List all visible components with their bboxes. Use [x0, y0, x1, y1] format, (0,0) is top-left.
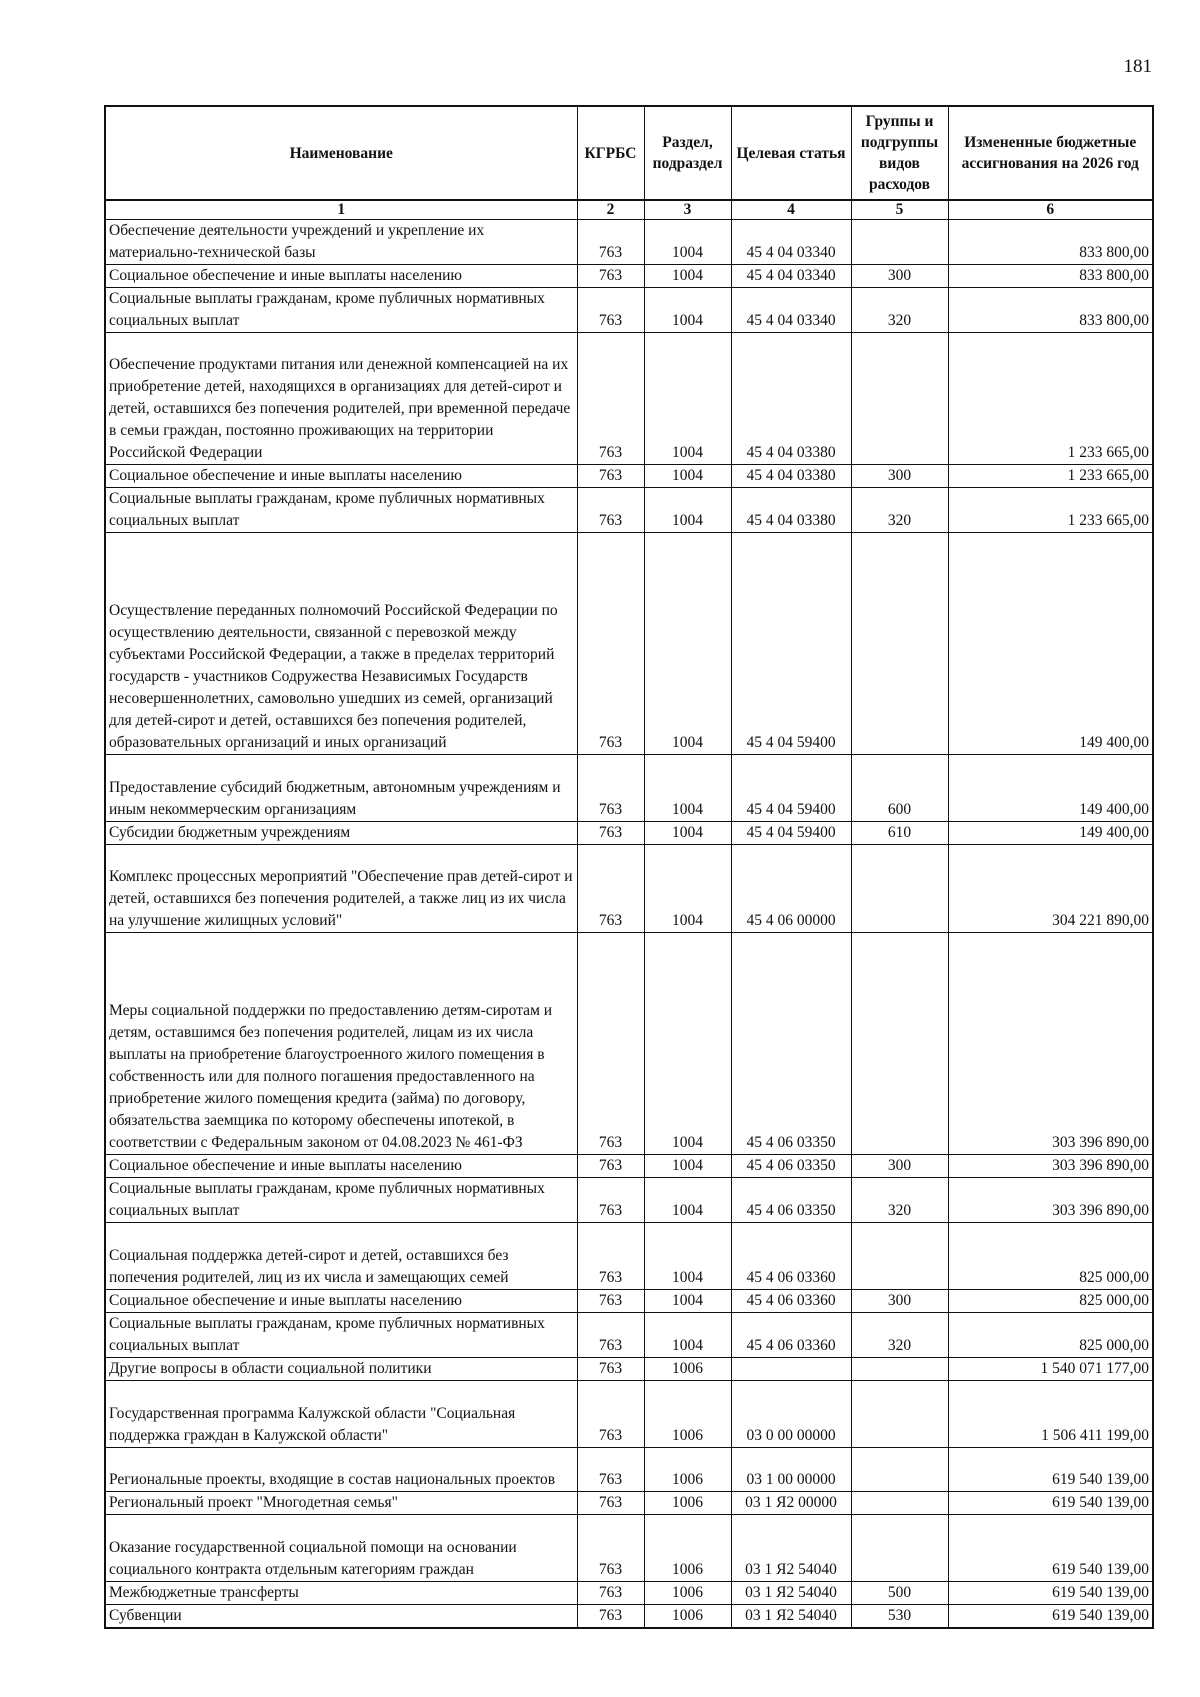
- row-target: 45 4 04 03340: [731, 220, 851, 265]
- row-kgrbs: 763: [577, 220, 644, 265]
- row-group: 300: [851, 1290, 948, 1313]
- header-amount: Измененные бюджетные ассигнования на 2026 год: [948, 106, 1153, 200]
- row-amount: 1 233 665,00: [948, 488, 1153, 533]
- row-amount: 149 400,00: [948, 822, 1153, 845]
- row-name: Социальное обеспечение и иные выплаты населению: [105, 1290, 577, 1313]
- column-number-row: [105, 200, 1153, 220]
- row-target: 45 4 06 03360: [731, 1290, 851, 1313]
- row-target: 03 1 Я2 54040: [731, 1515, 851, 1582]
- row-group: 320: [851, 488, 948, 533]
- row-section: 1004: [644, 288, 731, 333]
- row-kgrbs: 763: [577, 288, 644, 333]
- column-number: 1: [105, 200, 577, 220]
- column-number: 4: [731, 200, 851, 220]
- row-amount: 619 540 139,00: [948, 1492, 1153, 1515]
- row-kgrbs: 763: [577, 822, 644, 845]
- row-amount: 1 506 411 199,00: [948, 1381, 1153, 1448]
- header-name: Наименование: [105, 106, 577, 200]
- row-section: 1004: [644, 465, 731, 488]
- page-number: 181: [1123, 56, 1152, 77]
- row-kgrbs: 763: [577, 1515, 644, 1582]
- row-target: 45 4 04 59400: [731, 822, 851, 845]
- row-name: Социальная поддержка детей-сирот и детей, оставшихся без попечения родителей, лиц из их числа и замещающих семей: [105, 1223, 577, 1290]
- row-amount: 619 540 139,00: [948, 1605, 1153, 1629]
- row-amount: 1 233 665,00: [948, 333, 1153, 465]
- header-groups: Группы и подгруппы видов расходов: [851, 106, 948, 200]
- row-target: 03 1 00 00000: [731, 1448, 851, 1492]
- table-row: [105, 1290, 1153, 1313]
- row-group: [851, 1515, 948, 1582]
- row-group: [851, 533, 948, 755]
- row-section: 1004: [644, 933, 731, 1155]
- row-name: Другие вопросы в области социальной политики: [105, 1358, 577, 1381]
- table-row: [105, 1155, 1153, 1178]
- row-target: 45 4 04 03380: [731, 488, 851, 533]
- row-group: 530: [851, 1605, 948, 1629]
- row-name: Региональный проект "Многодетная семья": [105, 1492, 577, 1515]
- row-section: 1004: [644, 333, 731, 465]
- row-section: 1004: [644, 488, 731, 533]
- row-amount: 619 540 139,00: [948, 1582, 1153, 1605]
- row-target: 45 4 04 03340: [731, 265, 851, 288]
- row-name: Комплекс процессных мероприятий "Обеспечение прав детей-сирот и детей, оставшихся без попечения родителей, а также лиц из их числа на улучшение жилищных условий": [105, 845, 577, 933]
- table-row: [105, 333, 1153, 465]
- row-amount: 825 000,00: [948, 1290, 1153, 1313]
- table-row: [105, 822, 1153, 845]
- row-kgrbs: 763: [577, 1582, 644, 1605]
- row-section: 1004: [644, 265, 731, 288]
- row-name: Социальные выплаты гражданам, кроме публичных нормативных социальных выплат: [105, 288, 577, 333]
- row-amount: 619 540 139,00: [948, 1448, 1153, 1492]
- table-body: [105, 220, 1153, 1629]
- row-amount: 619 540 139,00: [948, 1515, 1153, 1582]
- row-section: 1006: [644, 1582, 731, 1605]
- row-kgrbs: 763: [577, 1223, 644, 1290]
- row-kgrbs: 763: [577, 533, 644, 755]
- row-name: Социальное обеспечение и иные выплаты населению: [105, 1155, 577, 1178]
- row-group: 300: [851, 265, 948, 288]
- row-group: [851, 1448, 948, 1492]
- row-name: Социальные выплаты гражданам, кроме публичных нормативных социальных выплат: [105, 1313, 577, 1358]
- row-group: [851, 220, 948, 265]
- row-kgrbs: 763: [577, 755, 644, 822]
- row-target: [731, 1358, 851, 1381]
- row-name: Государственная программа Калужской области "Социальная поддержка граждан в Калужской области": [105, 1381, 577, 1448]
- row-kgrbs: 763: [577, 1155, 644, 1178]
- row-kgrbs: 763: [577, 265, 644, 288]
- row-name: Региональные проекты, входящие в состав национальных проектов: [105, 1448, 577, 1492]
- row-kgrbs: 763: [577, 1448, 644, 1492]
- row-kgrbs: 763: [577, 333, 644, 465]
- row-target: 45 4 06 03350: [731, 1155, 851, 1178]
- table-row: [105, 533, 1153, 755]
- row-kgrbs: 763: [577, 845, 644, 933]
- row-name: Оказание государственной социальной помощи на основании социального контракта отдельным категориям граждан: [105, 1515, 577, 1582]
- table-row: [105, 1448, 1153, 1492]
- row-name: Социальные выплаты гражданам, кроме публичных нормативных социальных выплат: [105, 488, 577, 533]
- row-target: 45 4 06 00000: [731, 845, 851, 933]
- row-section: 1004: [644, 755, 731, 822]
- row-section: 1004: [644, 533, 731, 755]
- row-section: 1006: [644, 1358, 731, 1381]
- row-group: 300: [851, 1155, 948, 1178]
- row-amount: 825 000,00: [948, 1223, 1153, 1290]
- row-group: [851, 933, 948, 1155]
- row-kgrbs: 763: [577, 488, 644, 533]
- table-row: [105, 265, 1153, 288]
- row-target: 45 4 04 03380: [731, 465, 851, 488]
- row-group: 600: [851, 755, 948, 822]
- row-target: 45 4 06 03350: [731, 933, 851, 1155]
- table-row: [105, 288, 1153, 333]
- row-group: [851, 845, 948, 933]
- row-name: Социальное обеспечение и иные выплаты населению: [105, 265, 577, 288]
- row-kgrbs: 763: [577, 1605, 644, 1629]
- row-target: 03 1 Я2 54040: [731, 1582, 851, 1605]
- row-name: Межбюджетные трансферты: [105, 1582, 577, 1605]
- table-row: [105, 1605, 1153, 1629]
- table-row: [105, 1515, 1153, 1582]
- row-name: Обеспечение продуктами питания или денежной компенсацией на их приобретение детей, находящихся в организациях для детей-сирот и детей, оставшихся без попечения родителей, при временной передаче в семьи граждан, постоянно проживающих на территории Российской Федерации: [105, 333, 577, 465]
- column-number: 6: [948, 200, 1153, 220]
- table-row: [105, 1358, 1153, 1381]
- row-group: [851, 1358, 948, 1381]
- row-target: 45 4 04 03380: [731, 333, 851, 465]
- row-target: 45 4 06 03360: [731, 1223, 851, 1290]
- row-section: 1006: [644, 1448, 731, 1492]
- row-amount: 833 800,00: [948, 288, 1153, 333]
- row-section: 1004: [644, 1155, 731, 1178]
- budget-table: [104, 105, 1154, 1629]
- row-amount: 833 800,00: [948, 220, 1153, 265]
- row-section: 1006: [644, 1492, 731, 1515]
- row-name: Обеспечение деятельности учреждений и укрепление их материально-технической базы: [105, 220, 577, 265]
- row-target: 03 0 00 00000: [731, 1381, 851, 1448]
- row-group: [851, 333, 948, 465]
- row-section: 1004: [644, 1290, 731, 1313]
- row-amount: 833 800,00: [948, 265, 1153, 288]
- row-kgrbs: 763: [577, 1313, 644, 1358]
- table-row: [105, 755, 1153, 822]
- row-amount: 149 400,00: [948, 755, 1153, 822]
- row-amount: 303 396 890,00: [948, 1178, 1153, 1223]
- table-row: [105, 1178, 1153, 1223]
- row-group: 500: [851, 1582, 948, 1605]
- row-group: [851, 1223, 948, 1290]
- table-row: [105, 1223, 1153, 1290]
- row-section: 1004: [644, 1178, 731, 1223]
- table-row: [105, 1313, 1153, 1358]
- row-section: 1004: [644, 220, 731, 265]
- row-target: 03 1 Я2 00000: [731, 1492, 851, 1515]
- row-target: 45 4 04 59400: [731, 755, 851, 822]
- row-kgrbs: 763: [577, 1358, 644, 1381]
- table-row: [105, 220, 1153, 265]
- row-kgrbs: 763: [577, 933, 644, 1155]
- row-amount: 825 000,00: [948, 1313, 1153, 1358]
- row-group: 320: [851, 1178, 948, 1223]
- row-kgrbs: 763: [577, 465, 644, 488]
- column-number: 3: [644, 200, 731, 220]
- table-row: [105, 845, 1153, 933]
- row-name: Субвенции: [105, 1605, 577, 1629]
- row-target: 45 4 04 59400: [731, 533, 851, 755]
- row-name: Субсидии бюджетным учреждениям: [105, 822, 577, 845]
- row-amount: 1 540 071 177,00: [948, 1358, 1153, 1381]
- row-group: 320: [851, 1313, 948, 1358]
- row-name: Предоставление субсидий бюджетным, автономным учреждениям и иным некоммерческим организациям: [105, 755, 577, 822]
- column-number: 5: [851, 200, 948, 220]
- table-row: [105, 1582, 1153, 1605]
- row-section: 1004: [644, 1313, 731, 1358]
- row-target: 03 1 Я2 54040: [731, 1605, 851, 1629]
- row-section: 1004: [644, 845, 731, 933]
- row-amount: 1 233 665,00: [948, 465, 1153, 488]
- row-amount: 303 396 890,00: [948, 933, 1153, 1155]
- table-row: [105, 488, 1153, 533]
- table-row: [105, 1381, 1153, 1448]
- header-kgrbs: КГРБС: [577, 106, 644, 200]
- row-kgrbs: 763: [577, 1290, 644, 1313]
- row-kgrbs: 763: [577, 1381, 644, 1448]
- row-section: 1006: [644, 1515, 731, 1582]
- table-row: [105, 465, 1153, 488]
- row-amount: 304 221 890,00: [948, 845, 1153, 933]
- row-section: 1006: [644, 1381, 731, 1448]
- row-name: Меры социальной поддержки по предоставлению детям-сиротам и детям, оставшимся без попечения родителей, лицам из их числа выплаты на приобретение благоустроенного жилого помещения в собственность или для полного погашения предоставленного на приобретение жилого помещения кредита (займа) по договору, обязательства заемщика по которому обеспечены ипотекой, в соответствии с Федеральным законом от 04.08.2023 № 461-ФЗ: [105, 933, 577, 1155]
- row-target: 45 4 04 03340: [731, 288, 851, 333]
- row-name: Осуществление переданных полномочий Российской Федерации по осуществлению деятельности, связанной с перевозкой между субъектами Российской Федерации, а также в пределах территорий государств - участников Содружества Независимых Государств несовершеннолетних, самовольно ушедших из семей, организаций для детей-сирот и детей, оставшихся без попечения родителей, образовательных организаций и иных организаций: [105, 533, 577, 755]
- column-number: 2: [577, 200, 644, 220]
- header-section: Раздел, подраздел: [644, 106, 731, 200]
- row-amount: 149 400,00: [948, 533, 1153, 755]
- row-group: 300: [851, 465, 948, 488]
- row-group: 320: [851, 288, 948, 333]
- row-target: 45 4 06 03360: [731, 1313, 851, 1358]
- row-target: 45 4 06 03350: [731, 1178, 851, 1223]
- table-row: [105, 1492, 1153, 1515]
- row-name: Социальное обеспечение и иные выплаты населению: [105, 465, 577, 488]
- row-name: Социальные выплаты гражданам, кроме публичных нормативных социальных выплат: [105, 1178, 577, 1223]
- row-section: 1004: [644, 822, 731, 845]
- row-kgrbs: 763: [577, 1178, 644, 1223]
- table-header: [105, 106, 1153, 220]
- row-group: [851, 1381, 948, 1448]
- row-kgrbs: 763: [577, 1492, 644, 1515]
- row-group: [851, 1492, 948, 1515]
- row-group: 610: [851, 822, 948, 845]
- row-amount: 303 396 890,00: [948, 1155, 1153, 1178]
- row-section: 1006: [644, 1605, 731, 1629]
- table-row: [105, 933, 1153, 1155]
- row-section: 1004: [644, 1223, 731, 1290]
- header-target: Целевая статья: [731, 106, 851, 200]
